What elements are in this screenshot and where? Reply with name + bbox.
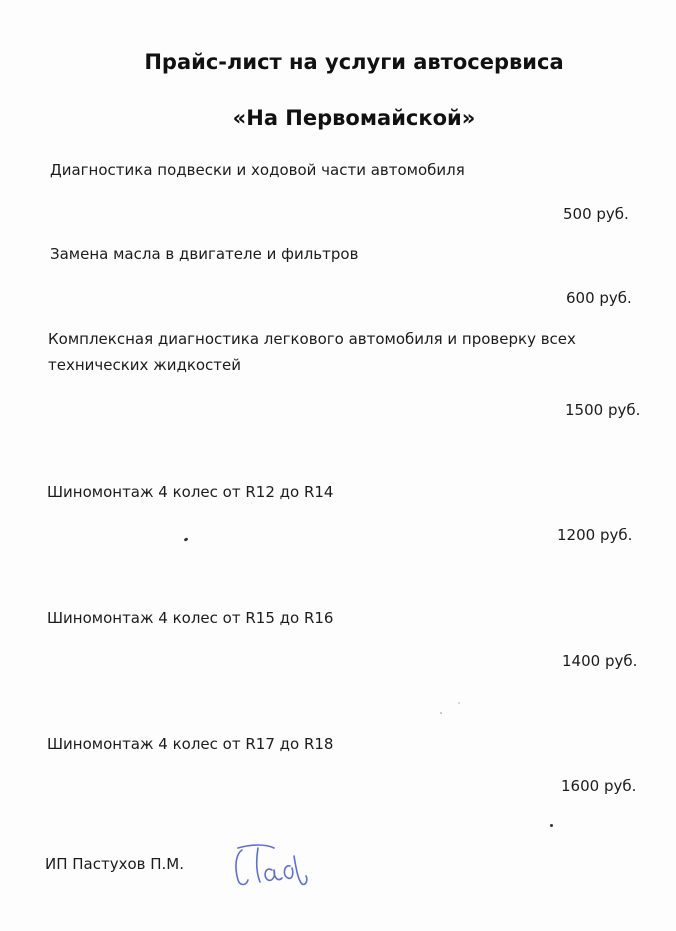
service-item-tire-r15-r16: Шиномонтаж 4 колес от R15 до R16 xyxy=(47,609,334,627)
owner-name: ИП Пастухов П.М. xyxy=(45,855,185,873)
paper-speck xyxy=(458,702,460,704)
price-complex-diagnostics: 1500 руб. xyxy=(565,401,641,419)
service-item-tire-r12-r14: Шиномонтаж 4 колес от R12 до R14 xyxy=(47,483,334,501)
document-title: Прайс-лист на услуги автосервиса xyxy=(144,50,564,74)
price-tire-r17-r18: 1600 руб. xyxy=(561,777,637,795)
price-tire-r12-r14: 1200 руб. xyxy=(557,526,633,544)
service-item-complex-diagnostics-line1: Комплексная диагностика легкового автомобиля и проверку всех xyxy=(48,330,576,348)
price-suspension-diagnostics: 500 руб. xyxy=(563,205,629,223)
service-name-title: «На Первомайской» xyxy=(232,106,476,130)
service-item-tire-r17-r18: Шиномонтаж 4 колес от R17 до R18 xyxy=(47,735,334,753)
service-item-suspension-diagnostics: Диагностика подвески и ходовой части автомобиля xyxy=(50,161,465,179)
paper-speck xyxy=(440,712,442,714)
paper-speck xyxy=(550,824,553,827)
paper-speck xyxy=(184,537,189,542)
service-item-complex-diagnostics-line2: технических жидкостей xyxy=(48,356,242,374)
service-item-oil-change: Замена масла в двигателе и фильтров xyxy=(50,245,359,263)
price-oil-change: 600 руб. xyxy=(566,289,632,307)
price-tire-r15-r16: 1400 руб. xyxy=(562,652,638,670)
handwritten-signature xyxy=(228,836,318,896)
